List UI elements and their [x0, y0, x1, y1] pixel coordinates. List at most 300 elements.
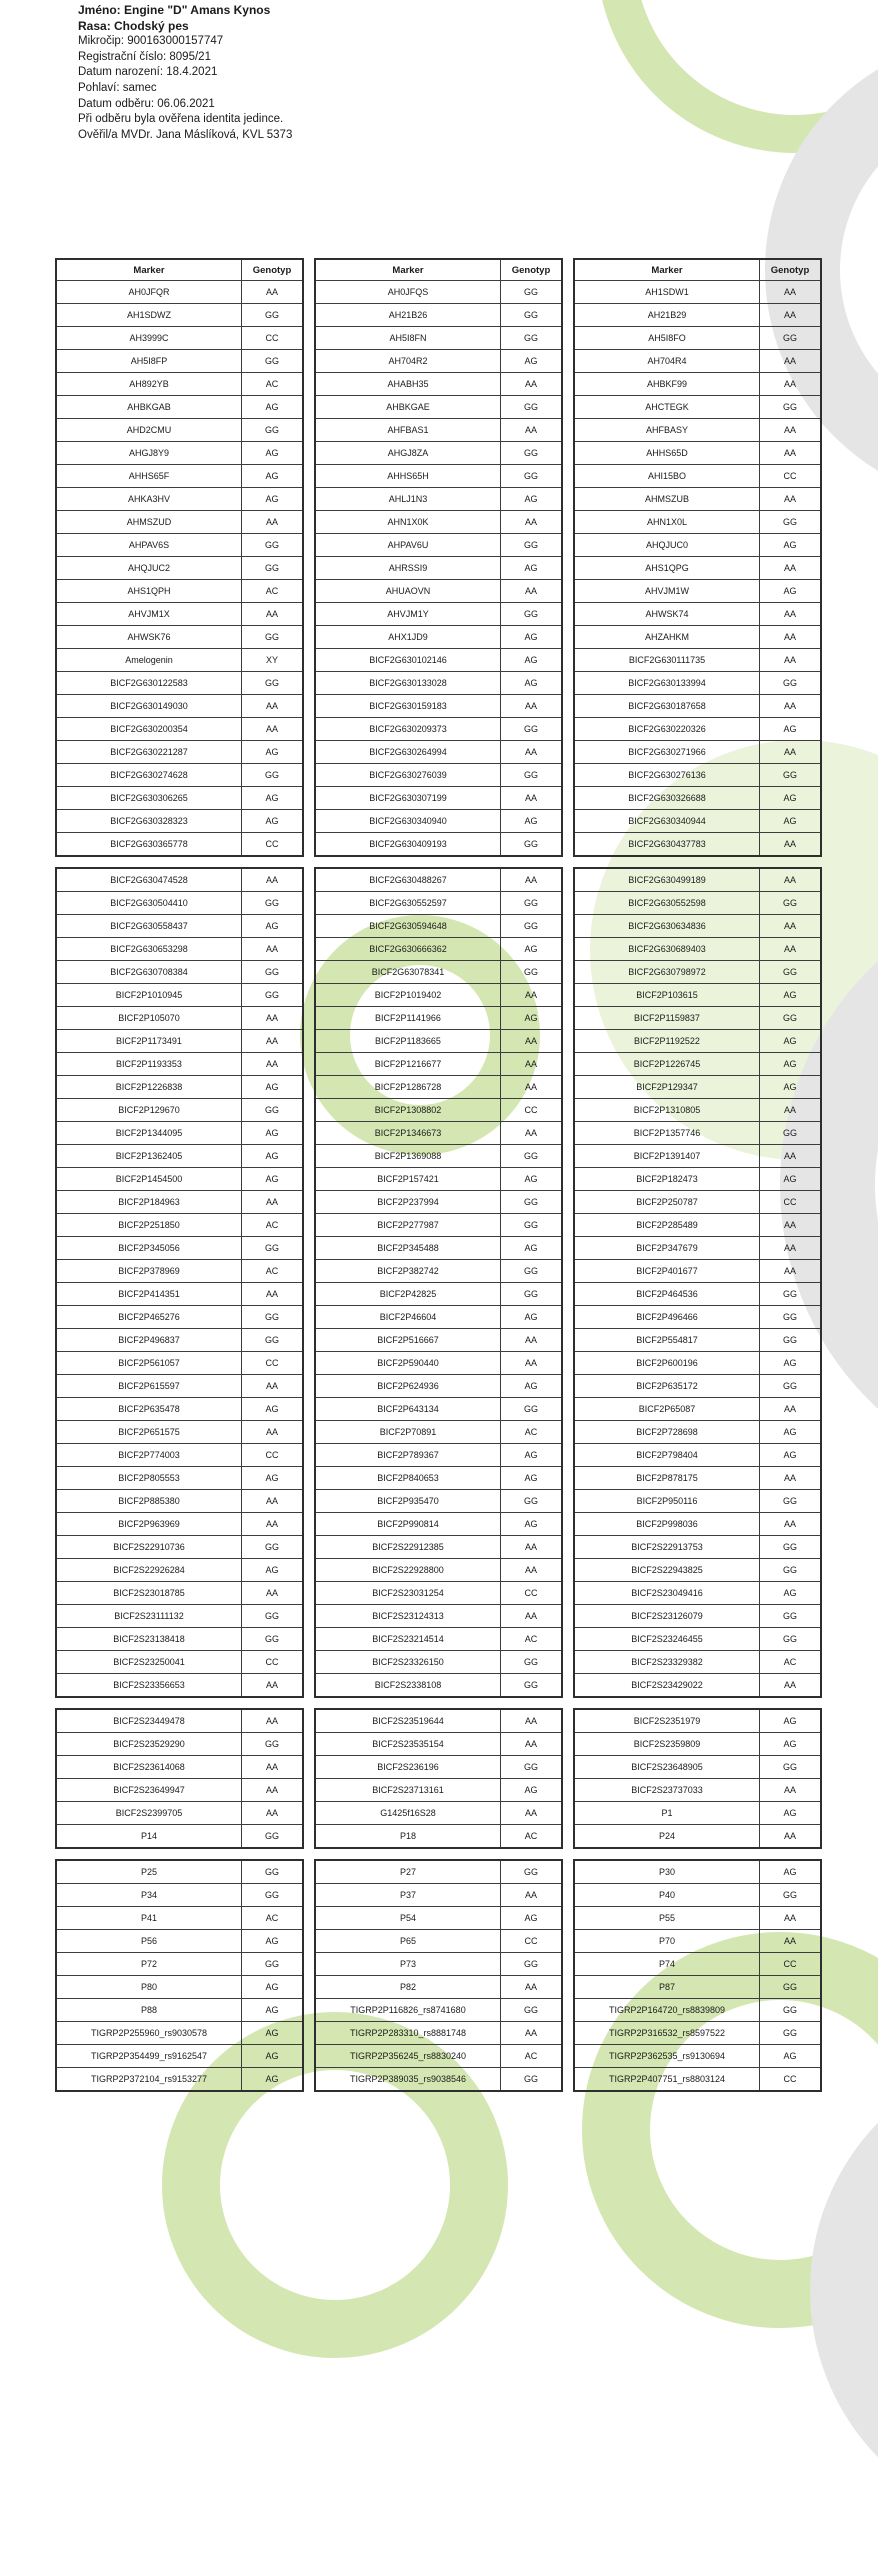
table-row [574, 1444, 821, 1467]
genotype-cell: AG [242, 1559, 304, 1582]
marker-cell: BICF2P1362405 [56, 1145, 242, 1168]
table-row [574, 672, 821, 695]
table-row [574, 1559, 821, 1582]
marker-cell: BICF2P496837 [56, 1329, 242, 1352]
table-row [574, 1733, 821, 1756]
table-row [315, 1122, 562, 1145]
marker-cell: BICF2S2351979 [574, 1709, 760, 1733]
table-row [56, 1099, 303, 1122]
table-row [315, 2045, 562, 2068]
genotype-cell: AA [242, 1283, 304, 1306]
marker-cell: P1 [574, 1802, 760, 1825]
table-row [574, 718, 821, 741]
marker-cell: AH5I8FP [56, 350, 242, 373]
marker-cell: BICF2G630488267 [315, 868, 501, 892]
marker-cell: BICF2G630409193 [315, 833, 501, 857]
table-row [56, 1168, 303, 1191]
genotype-cell: AA [501, 1352, 563, 1375]
marker-cell: BICF2P345488 [315, 1237, 501, 1260]
genotype-cell: AA [242, 511, 304, 534]
genotype-cell: GG [501, 1756, 563, 1779]
marker-cell: BICF2S23519644 [315, 1709, 501, 1733]
genotype-cell: AG [242, 2068, 304, 2092]
marker-cell: BICF2G630276039 [315, 764, 501, 787]
table-row [574, 465, 821, 488]
genotype-cell: AG [242, 396, 304, 419]
marker-cell: BICF2P950116 [574, 1490, 760, 1513]
sampling-date-line: Datum odběru: 06.06.2021 [78, 97, 215, 110]
genotype-cell: GG [242, 984, 304, 1007]
table-row [56, 1536, 303, 1559]
table-row [315, 1802, 562, 1825]
table-row [56, 1306, 303, 1329]
genotype-cell: AA [501, 419, 563, 442]
marker-cell: P73 [315, 1953, 501, 1976]
table-row [574, 1490, 821, 1513]
table-row [56, 1733, 303, 1756]
table-row [56, 1145, 303, 1168]
marker-cell: AHRSSI9 [315, 557, 501, 580]
marker-cell: BICF2P635172 [574, 1375, 760, 1398]
marker-cell: AHGJ8ZA [315, 442, 501, 465]
marker-cell: BICF2P1308802 [315, 1099, 501, 1122]
marker-cell: TIGRP2P283310_rs8881748 [315, 2022, 501, 2045]
marker-cell: AHHS65H [315, 465, 501, 488]
genotype-cell: AG [760, 534, 822, 557]
marker-cell: BICF2G630689403 [574, 938, 760, 961]
marker-cell: P82 [315, 1976, 501, 1999]
table-row [56, 984, 303, 1007]
genotype-cell: GG [760, 1007, 822, 1030]
table-row [574, 787, 821, 810]
table-row [574, 868, 821, 892]
genotype-cell: AA [760, 1467, 822, 1490]
marker-cell: BICF2S22943825 [574, 1559, 760, 1582]
genotype-cell: AG [501, 672, 563, 695]
table-row [574, 580, 821, 603]
table-row [574, 810, 821, 833]
table-row [315, 511, 562, 534]
genotype-cell: AA [760, 1398, 822, 1421]
genotype-cell: GG [501, 1860, 563, 1884]
genotype-cell: AG [760, 1860, 822, 1884]
marker-cell: P34 [56, 1884, 242, 1907]
marker-cell: BICF2P728698 [574, 1421, 760, 1444]
marker-cell: BICF2P1226838 [56, 1076, 242, 1099]
table-row [56, 787, 303, 810]
marker-cell: BICF2S23326150 [315, 1651, 501, 1674]
genotype-cell: AG [760, 1168, 822, 1191]
genotype-cell: GG [760, 1490, 822, 1513]
marker-cell: BICF2P285489 [574, 1214, 760, 1237]
genotype-cell: AA [760, 1237, 822, 1260]
genotype-cell: AG [242, 442, 304, 465]
genotype-cell: AC [501, 2045, 563, 2068]
table-row [56, 580, 303, 603]
marker-cell: BICF2S22910736 [56, 1536, 242, 1559]
table-row [574, 1930, 821, 1953]
marker-cell: AHPAV6S [56, 534, 242, 557]
genotype-cell: AA [760, 488, 822, 511]
marker-cell: BICF2S23138418 [56, 1628, 242, 1651]
genotype-cell: AC [760, 1651, 822, 1674]
marker-cell: AH1SDWZ [56, 304, 242, 327]
marker-cell: BICF2P635478 [56, 1398, 242, 1421]
marker-cell: BICF2P774003 [56, 1444, 242, 1467]
table-row [574, 1860, 821, 1884]
genotype-cell: GG [242, 1306, 304, 1329]
genotype-cell: AG [501, 649, 563, 672]
genotype-cell: GG [760, 1976, 822, 1999]
table-row [315, 1605, 562, 1628]
dog-breed-line: Rasa: Chodský pes [78, 18, 189, 33]
marker-cell: BICF2G630276136 [574, 764, 760, 787]
marker-cell: BICF2G630326688 [574, 787, 760, 810]
marker-cell: AHMSZUD [56, 511, 242, 534]
table-row [574, 1884, 821, 1907]
table-row [574, 511, 821, 534]
table-row [574, 1756, 821, 1779]
marker-cell: AH5I8FO [574, 327, 760, 350]
marker-cell: BICF2S23250041 [56, 1651, 242, 1674]
table-row [574, 350, 821, 373]
genotype-cell: CC [501, 1582, 563, 1605]
marker-cell: BICF2S23031254 [315, 1582, 501, 1605]
table-row [56, 868, 303, 892]
table-row [315, 1709, 562, 1733]
marker-cell: AHABH35 [315, 373, 501, 396]
genotype-cell: AA [501, 1329, 563, 1352]
table-row [315, 718, 562, 741]
marker-cell: BICF2P251850 [56, 1214, 242, 1237]
genotype-cell: GG [501, 833, 563, 857]
table-row [56, 1709, 303, 1733]
genotype-cell: AG [242, 2045, 304, 2068]
table-row [56, 1825, 303, 1849]
genotype-cell: AA [760, 1214, 822, 1237]
marker-cell: AHVJM1W [574, 580, 760, 603]
table-row [56, 373, 303, 396]
table-row [315, 1145, 562, 1168]
table-row [56, 718, 303, 741]
genotype-cell: GG [760, 1536, 822, 1559]
genotype-cell: CC [760, 2068, 822, 2092]
genotype-cell: CC [242, 1651, 304, 1674]
genotype-cell: AA [760, 868, 822, 892]
marker-cell: BICF2P46604 [315, 1306, 501, 1329]
marker-cell: P70 [574, 1930, 760, 1953]
genotype-cell: AA [501, 787, 563, 810]
table-row [574, 1053, 821, 1076]
genotype-cell: GG [760, 1122, 822, 1145]
marker-cell: BICF2P643134 [315, 1398, 501, 1421]
marker-cell: BICF2P590440 [315, 1352, 501, 1375]
marker-cell: BICF2P345056 [56, 1237, 242, 1260]
genotype-cell: GG [242, 534, 304, 557]
table-row [315, 1030, 562, 1053]
table-row [574, 1076, 821, 1099]
genotype-cell: GG [242, 350, 304, 373]
marker-cell: AHS1QPH [56, 580, 242, 603]
genotype-cell: AA [242, 1756, 304, 1779]
marker-cell: P74 [574, 1953, 760, 1976]
genotype-cell: GG [501, 1999, 563, 2022]
genotype-cell: AA [242, 1802, 304, 1825]
genotype-cell: AG [242, 2022, 304, 2045]
genotype-cell: GG [242, 1099, 304, 1122]
genotype-cell: AA [760, 419, 822, 442]
genotype-cell: AA [760, 1099, 822, 1122]
table-row [315, 1976, 562, 1999]
table-row [56, 1329, 303, 1352]
marker-cell: AHS1QPG [574, 557, 760, 580]
marker-table-group-3 [573, 867, 822, 1698]
marker-cell: P65 [315, 1930, 501, 1953]
marker-cell: P56 [56, 1930, 242, 1953]
genotype-cell: AG [501, 810, 563, 833]
table-row [574, 1099, 821, 1122]
table-row [574, 1191, 821, 1214]
genotype-cell: AA [760, 442, 822, 465]
table-row [574, 1145, 821, 1168]
marker-cell: BICF2G630133028 [315, 672, 501, 695]
genotype-cell: AG [760, 1076, 822, 1099]
marker-cell: AHWSK76 [56, 626, 242, 649]
genotype-cell: AA [242, 938, 304, 961]
genotype-cell: AG [242, 1999, 304, 2022]
table-row [56, 1930, 303, 1953]
table-row [56, 938, 303, 961]
table-row [315, 695, 562, 718]
marker-cell: AHVJM1Y [315, 603, 501, 626]
table-row [574, 304, 821, 327]
table-row [574, 1825, 821, 1849]
marker-genotype-table [55, 258, 825, 2102]
table-row [315, 1628, 562, 1651]
table-row [315, 1007, 562, 1030]
marker-cell: P55 [574, 1907, 760, 1930]
marker-cell: AHZAHKM [574, 626, 760, 649]
table-row [315, 580, 562, 603]
marker-cell: BICF2G630274628 [56, 764, 242, 787]
genotype-cell: AC [242, 580, 304, 603]
table-row [574, 1214, 821, 1237]
genotype-cell: GG [760, 1999, 822, 2022]
table-row [315, 1352, 562, 1375]
genotype-cell: AG [760, 810, 822, 833]
genotype-cell: AG [501, 1513, 563, 1536]
table-row [574, 1237, 821, 1260]
genotype-cell: AA [242, 868, 304, 892]
marker-cell: BICF2P1159837 [574, 1007, 760, 1030]
table-row [315, 1825, 562, 1849]
table-row [56, 1191, 303, 1214]
table-row [315, 1099, 562, 1122]
marker-cell: BICF2P1216677 [315, 1053, 501, 1076]
marker-cell: AH704R4 [574, 350, 760, 373]
genotype-cell: AG [501, 1907, 563, 1930]
genotype-cell: GG [760, 672, 822, 695]
genotype-cell: AA [760, 915, 822, 938]
genotype-column-header: Genotyp [760, 259, 822, 281]
marker-cell: AH3999C [56, 327, 242, 350]
table-row [315, 557, 562, 580]
marker-cell: BICF2P103615 [574, 984, 760, 1007]
marker-cell: BICF2G630558437 [56, 915, 242, 938]
genotype-cell: AC [242, 1907, 304, 1930]
marker-cell: BICF2S23529290 [56, 1733, 242, 1756]
genotype-cell: AG [501, 1237, 563, 1260]
table-row [56, 2022, 303, 2045]
table-row [315, 1329, 562, 1352]
genotype-cell: AG [242, 465, 304, 488]
marker-cell: P25 [56, 1860, 242, 1884]
table-row [315, 1398, 562, 1421]
table-row [56, 1999, 303, 2022]
genotype-cell: GG [242, 1825, 304, 1849]
marker-cell: BICF2S22928800 [315, 1559, 501, 1582]
marker-column-header: Marker [315, 259, 501, 281]
marker-cell: BICF2G630499189 [574, 868, 760, 892]
marker-cell: BICF2P561057 [56, 1352, 242, 1375]
table-row [56, 1007, 303, 1030]
table-row [574, 2045, 821, 2068]
table-row [574, 1352, 821, 1375]
table-row [315, 741, 562, 764]
marker-cell: BICF2P250787 [574, 1191, 760, 1214]
genotype-cell: CC [760, 465, 822, 488]
genotype-cell: GG [760, 1329, 822, 1352]
genotype-cell: GG [760, 2022, 822, 2045]
marker-cell: AH0JFQS [315, 281, 501, 304]
genotype-cell: AG [242, 1168, 304, 1191]
table-row [315, 281, 562, 304]
genotype-cell: AA [760, 938, 822, 961]
marker-cell: P80 [56, 1976, 242, 1999]
genotype-cell: GG [242, 1733, 304, 1756]
genotype-cell: GG [501, 1674, 563, 1698]
table-row [315, 1884, 562, 1907]
marker-cell: BICF2P554817 [574, 1329, 760, 1352]
table-row [56, 1756, 303, 1779]
genotype-cell: AA [242, 281, 304, 304]
marker-table-group-2 [314, 1708, 563, 1849]
genotype-cell: AA [760, 1930, 822, 1953]
table-row [56, 304, 303, 327]
genotype-cell: AG [760, 580, 822, 603]
marker-cell: AHBKF99 [574, 373, 760, 396]
genotype-cell: GG [242, 1536, 304, 1559]
marker-cell: AHX1JD9 [315, 626, 501, 649]
table-row [574, 695, 821, 718]
genotype-cell: GG [242, 304, 304, 327]
genotype-cell: GG [242, 1237, 304, 1260]
genotype-cell: AG [760, 1802, 822, 1825]
table-row [574, 1030, 821, 1053]
table-row [56, 1860, 303, 1884]
genotype-cell: GG [501, 1191, 563, 1214]
genotype-cell: CC [760, 1953, 822, 1976]
marker-cell: P41 [56, 1907, 242, 1930]
table-row [574, 961, 821, 984]
marker-cell: BICF2G630437783 [574, 833, 760, 857]
genotype-cell: AG [760, 2045, 822, 2068]
marker-cell: BICF2P277987 [315, 1214, 501, 1237]
marker-cell: BICF2G630594648 [315, 915, 501, 938]
genotype-cell: GG [501, 1490, 563, 1513]
marker-cell: BICF2P184963 [56, 1191, 242, 1214]
table-row [56, 1352, 303, 1375]
genotype-cell: AA [501, 868, 563, 892]
verified-by-line: Ověřil/a MVDr. Jana Máslíková, KVL 5373 [78, 128, 293, 141]
table-row [315, 1467, 562, 1490]
marker-cell: AHFBASY [574, 419, 760, 442]
genotype-cell: GG [501, 915, 563, 938]
marker-cell: BICF2P1391407 [574, 1145, 760, 1168]
table-row [56, 1375, 303, 1398]
marker-cell: AHD2CMU [56, 419, 242, 442]
marker-cell: AHBKGAE [315, 396, 501, 419]
genotype-cell: GG [501, 327, 563, 350]
genotype-cell: AA [242, 1513, 304, 1536]
table-row [574, 938, 821, 961]
table-row [56, 534, 303, 557]
marker-cell: BICF2P347679 [574, 1237, 760, 1260]
genotype-cell: GG [501, 1398, 563, 1421]
genotype-cell: AG [760, 984, 822, 1007]
marker-table-group-1 [55, 258, 304, 857]
table-row [315, 1237, 562, 1260]
table-row [574, 1536, 821, 1559]
marker-cell: BICF2G630365778 [56, 833, 242, 857]
table-row [56, 488, 303, 511]
marker-cell: BICF2P1346673 [315, 1122, 501, 1145]
marker-cell: BICF2S23214514 [315, 1628, 501, 1651]
genotype-cell: AA [760, 304, 822, 327]
table-row [315, 442, 562, 465]
table-row [56, 1674, 303, 1698]
marker-cell: AHQJUC0 [574, 534, 760, 557]
table-row [56, 2045, 303, 2068]
marker-cell: BICF2S23535154 [315, 1733, 501, 1756]
table-row [56, 1467, 303, 1490]
table-row [315, 1756, 562, 1779]
marker-cell: BICF2P129347 [574, 1076, 760, 1099]
marker-cell: AHBKGAB [56, 396, 242, 419]
table-row [574, 1421, 821, 1444]
table-row [574, 2068, 821, 2092]
table-row [574, 984, 821, 1007]
genotype-cell: AG [242, 1145, 304, 1168]
marker-cell: BICF2P1173491 [56, 1030, 242, 1053]
table-row [574, 1651, 821, 1674]
marker-table-group-3 [573, 1859, 822, 2092]
genotype-cell: AG [760, 1030, 822, 1053]
table-row [315, 327, 562, 350]
genotype-cell: AA [760, 557, 822, 580]
genotype-column-header: Genotyp [501, 259, 563, 281]
marker-cell: BICF2S23449478 [56, 1709, 242, 1733]
marker-cell: BICF2P840653 [315, 1467, 501, 1490]
table-row [574, 2022, 821, 2045]
marker-cell: BICF2G630149030 [56, 695, 242, 718]
table-row [315, 1860, 562, 1884]
genotype-cell: AG [760, 718, 822, 741]
genotype-cell: GG [242, 1953, 304, 1976]
marker-cell: BICF2G630552598 [574, 892, 760, 915]
marker-cell: BICF2G630634836 [574, 915, 760, 938]
genotype-cell: GG [242, 672, 304, 695]
